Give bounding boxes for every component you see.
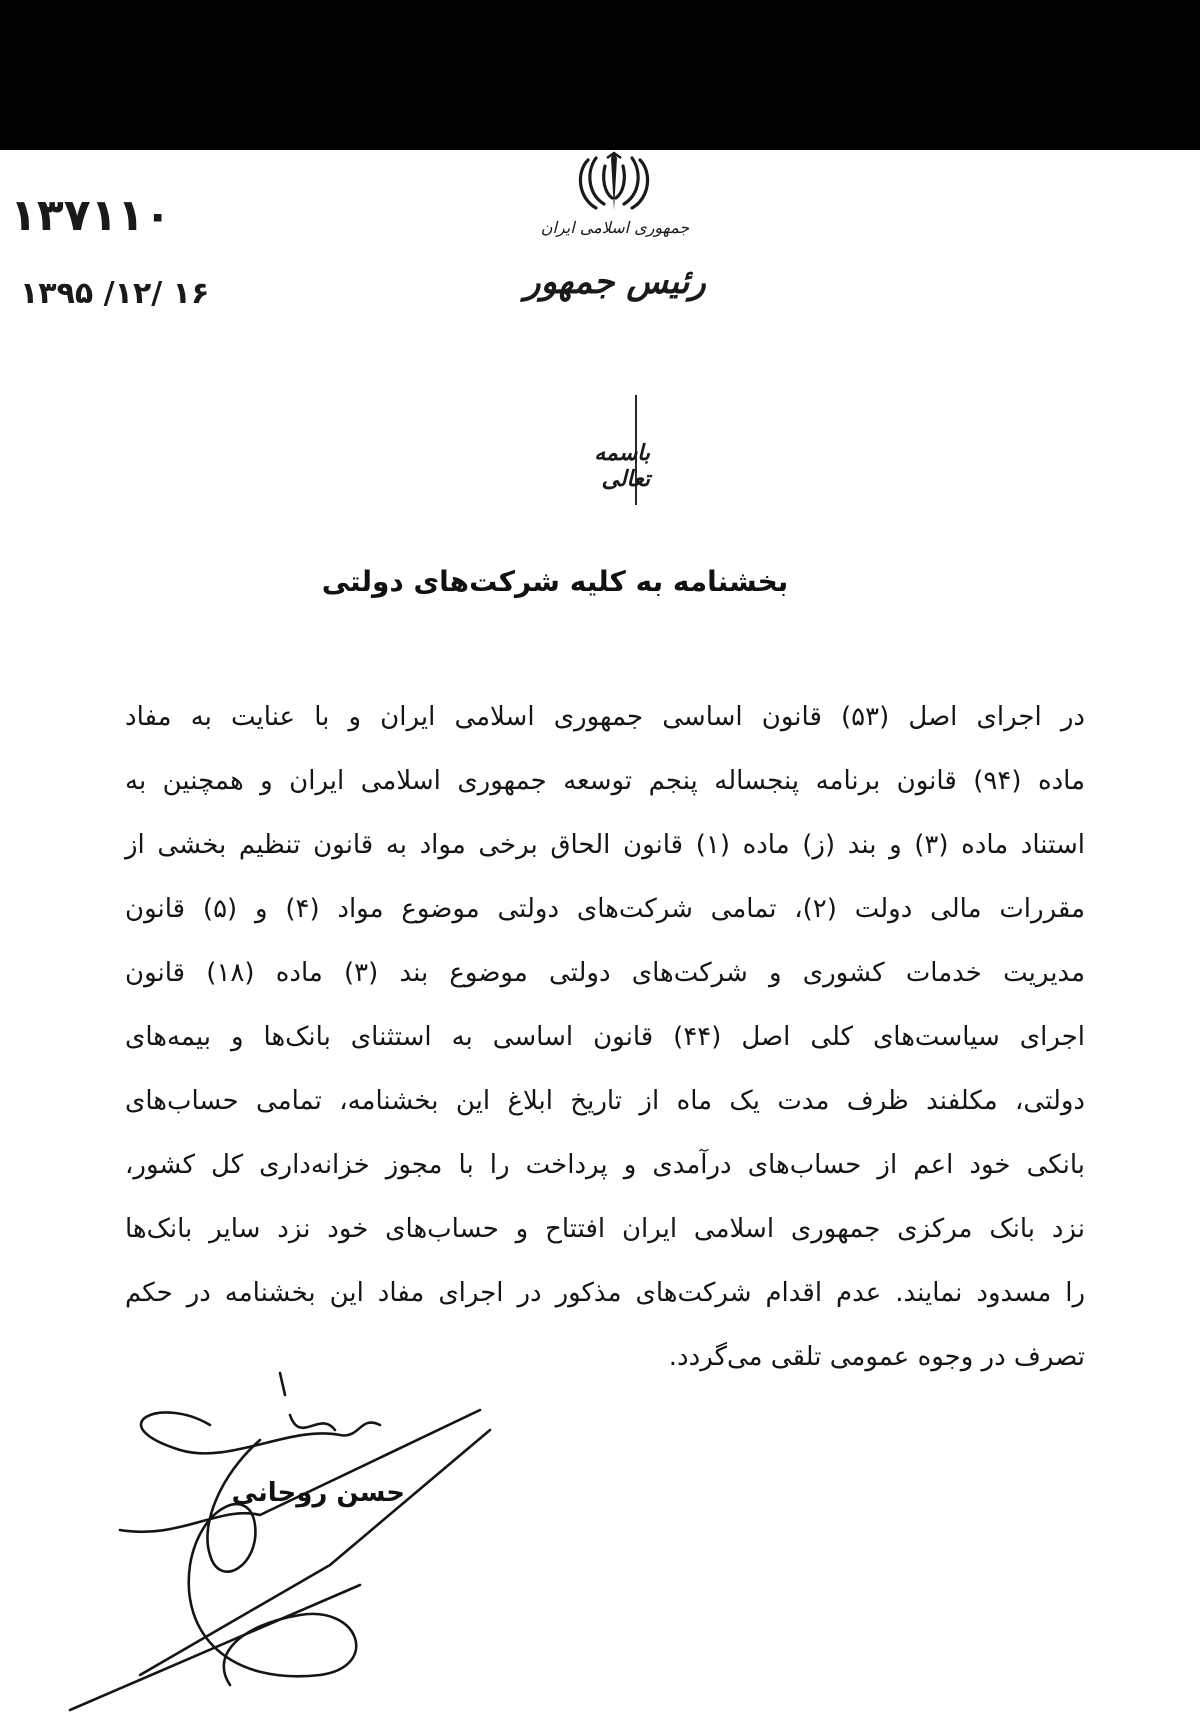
handwritten-signature [60,1355,520,1715]
body-line: اجرای سیاست‌های کلی اصل (۴۴) قانون اساسی به استثنای بانک‌ها و بیمه‌های [125,1022,1085,1052]
body-line: تصرف در وجوه عمومی تلقی می‌گردد. [668,1342,1085,1372]
letter-number: ۱۳۷۱۱۰ [10,190,172,241]
body-text [125,685,1085,1389]
body-line: استناد ماده (۳) و بند (ز) ماده (۱) قانون الحاق برخی مواد به قانون تنظیم بخشی از [125,830,1085,860]
body-line: مدیریت خدمات کشوری و شرکت‌های دولتی موضوع بند (۳) ماده (۱۸) قانون [125,958,1086,988]
header-office: رئیس جمهور [524,262,706,302]
header-country: جمهوری اسلامی ایران [540,218,690,237]
body-line: مقررات مالی دولت (۲)، تمامی شرکت‌های دولتی موضوع مواد (۴) و (۵) قانون [125,894,1085,924]
body-line: نزد بانک مرکزی جمهوری اسلامی ایران افتتاح و حساب‌های خود نزد سایر بانک‌ها [125,1214,1085,1244]
letter-date: ۱۳۹۵ /۱۲/ ۱۶ [20,276,210,311]
document-title: بخشنامه به کلیه شرکت‌های دولتی [321,565,789,598]
iran-emblem-icon [574,150,654,218]
body-line: را مسدود نمایند. عدم اقدام شرکت‌های مذکور در اجرای مفاد این بخشنامه در حکم [125,1278,1085,1308]
body-line: بانکی خود اعم از حساب‌های درآمدی و پرداخت را با مجوز خزانه‌داری کل کشور، [125,1150,1085,1180]
body-line: دولتی، مکلفند ظرف مدت یک ماه از تاریخ ابلاغ این بخشنامه، تمامی حساب‌های [125,1086,1085,1116]
invocation: باسمه تعالی [594,440,650,492]
body-line: ماده (۹۴) قانون برنامه پنجساله پنجم توسعه جمهوری اسلامی ایران و همچنین به [125,766,1085,796]
redaction-bar [0,0,1200,150]
body-line: در اجرای اصل (۵۳) قانون اساسی جمهوری اسلامی ایران و با عنایت به مفاد [125,702,1085,732]
signer-name: حسن روحانی [231,1478,405,1508]
